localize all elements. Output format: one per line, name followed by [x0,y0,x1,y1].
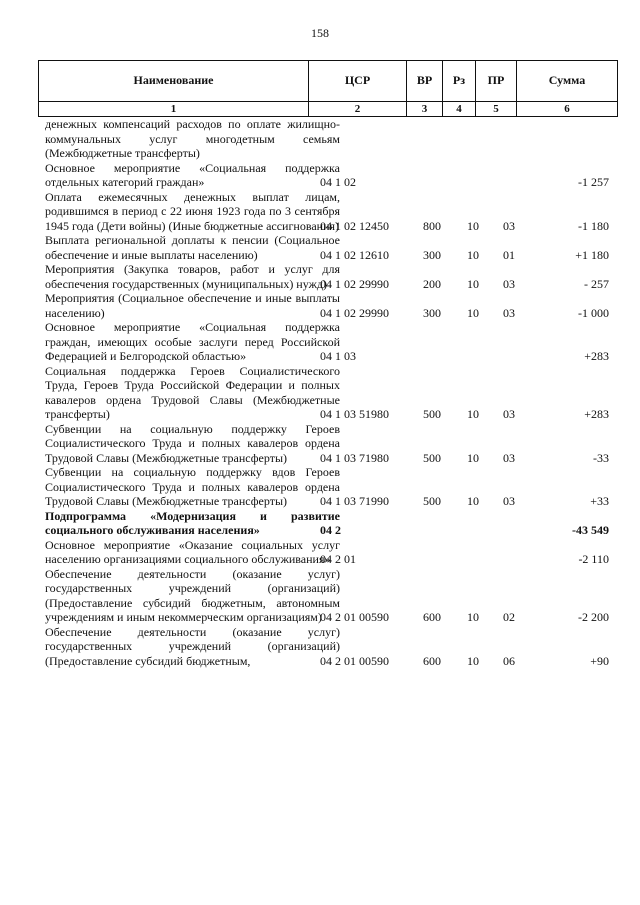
row-name: Обеспечение деятельности (оказание услуг) государственных учреждений (организаций) (Предоставление субсидий бюджетным, автономным учреждениям и иным некоммерческим организациям) [45,566,340,624]
row-rz: 10 [467,494,479,508]
row-sum: +283 [584,407,609,421]
row-name: Мероприятия (Закупка товаров, работ и услуг для обеспечения государственных (муниципальных) нужд) [45,262,340,291]
page-number: 158 [311,26,329,40]
table-body [38,117,617,668]
row-rz: 10 [467,450,479,465]
row-rz: 10 [467,218,479,233]
row-csr: 04 1 03 71980 [320,450,389,465]
row-csr: 04 2 01 00590 [320,610,389,624]
row-rz: 10 [467,305,479,320]
header-num-6: 6 [517,101,618,116]
row-name: Субвенции на социальную поддержку вдов Героев Социалистического Труда и полных кавалеров ордена Трудовой Славы (Межбюджетные трансферты) [45,465,340,508]
table-header [38,60,617,117]
header-num-1: 1 [39,101,309,116]
row-vr: 600 [423,653,441,668]
row-sum: -33 [593,450,609,465]
header-pr: ПР [476,61,517,102]
row-csr: 04 1 02 29990 [320,276,389,291]
row-name: Подпрограмма «Модернизация и развитие социального обслуживания населения» [45,508,340,537]
header-sum: Сумма [517,61,618,102]
row-csr: 04 2 [320,523,341,537]
row-pr: 03 [503,494,515,508]
row-vr: 800 [423,218,441,233]
row-sum: +90 [590,653,609,668]
row-name: Основное мероприятие «Социальная поддержка граждан, имеющих особые заслуги перед Российской Федерацией и Белгородской областью» [45,320,340,363]
table-row [38,117,617,161]
row-sum: -2 200 [578,610,609,624]
table-row [38,509,617,538]
header-num-5: 5 [476,101,517,116]
row-rz: 10 [467,653,479,668]
row-rz: 10 [467,407,479,421]
row-sum: -1 180 [578,218,609,233]
header-num-4: 4 [443,101,476,116]
row-pr: 03 [503,218,515,233]
row-vr: 600 [423,610,441,624]
row-sum: -1 000 [578,305,609,320]
header-name: Наименование [39,61,309,102]
table-row [38,320,617,364]
table-row [38,625,617,669]
table-row [38,364,617,422]
row-sum: +283 [584,349,609,363]
row-csr: 04 1 03 [320,349,356,363]
row-name: Основное мероприятие «Оказание социальных услуг населению организациями социального обслуживания» [45,537,340,566]
row-sum: +33 [590,494,609,508]
row-rz: 10 [467,610,479,624]
row-vr: 500 [423,407,441,421]
row-rz: 10 [467,276,479,291]
row-name: Мероприятия (Социальное обеспечение и иные выплаты населению) [45,291,340,320]
row-pr: 03 [503,305,515,320]
row-vr: 200 [423,276,441,291]
row-name: Оплата ежемесячных денежных выплат лицам, родившимся в период с 22 июня 1923 года по 3 сентября 1945 года (Дети войны) (Иные бюджетные ассигнования) [45,189,340,233]
row-name: Социальная поддержка Героев Социалистического Труда, Героев Труда Российской Федерации и полных кавалеров ордена Трудовой Славы (Межбюджетные трансферты) [45,363,340,421]
row-csr: 04 1 03 51980 [320,407,389,421]
table-row [38,161,617,190]
table-row [38,190,617,234]
table-row [38,465,617,509]
row-name: Обеспечение деятельности (оказание услуг) государственных учреждений (организаций) (Предоставление субсидий бюджетным, [45,624,340,668]
row-pr: 06 [503,653,515,668]
row-csr: 04 2 01 00590 [320,653,389,668]
header-rz: Рз [443,61,476,102]
row-vr: 500 [423,450,441,465]
row-pr: 03 [503,450,515,465]
row-csr: 04 1 02 [320,175,356,189]
row-vr: 300 [423,305,441,320]
row-sum: -1 257 [578,175,609,189]
row-sum: - 257 [584,276,609,291]
header-num-3: 3 [407,101,443,116]
row-name: денежных компенсаций расходов по оплате жилищно-коммунальных услуг многодетным семьям (Межбюджетные трансферты) [45,117,340,160]
row-vr: 300 [423,247,441,262]
header-csr: ЦСР [309,61,407,102]
row-csr: 04 1 03 71990 [320,494,389,508]
row-csr: 04 2 01 [320,552,356,566]
header-vr: ВР [407,61,443,102]
row-vr: 500 [423,494,441,508]
row-pr: 02 [503,610,515,624]
row-sum: -2 110 [578,552,609,566]
row-name: Субвенции на социальную поддержку Героев Социалистического Труда и полных кавалеров ордена Трудовой Славы (Межбюджетные трансферты) [45,421,340,465]
row-pr: 03 [503,276,515,291]
row-name: Выплата региональной доплаты к пенсии (Социальное обеспечение и иные выплаты населению) [45,233,340,262]
table-row [38,538,617,567]
row-sum: +1 180 [575,247,609,262]
header-num-2: 2 [309,101,407,116]
row-rz: 10 [467,247,479,262]
table-row [38,291,617,320]
table-row [38,233,617,262]
row-csr: 04 1 02 12610 [320,247,389,262]
row-pr: 03 [503,407,515,421]
row-csr: 04 1 02 12450 [320,218,389,233]
row-pr: 01 [503,247,515,262]
row-csr: 04 1 02 29990 [320,305,389,320]
row-name: Основное мероприятие «Социальная поддержка отдельных категорий граждан» [45,160,340,189]
table-row [38,567,617,625]
row-sum: -43 549 [572,523,609,537]
table-row [38,262,617,291]
table-row [38,422,617,466]
